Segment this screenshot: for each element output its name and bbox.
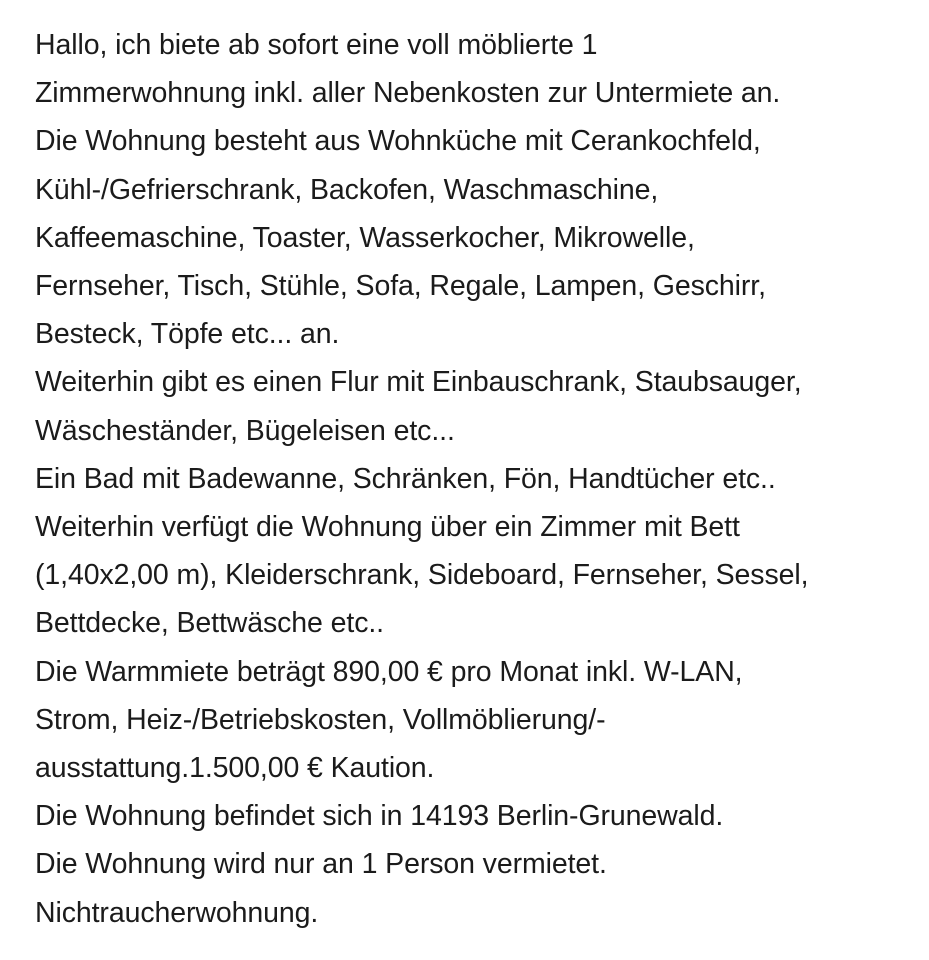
listing-line: Ein Bad mit Badewanne, Schränken, Fön, Handtücher etc.. bbox=[35, 462, 776, 495]
listing-line: Fernseher, Tisch, Stühle, Sofa, Regale, Lampen, Geschirr, bbox=[35, 270, 766, 303]
listing-line: ausstattung.1.500,00 € Kaution. bbox=[35, 752, 435, 785]
listing-line: Kaffeemaschine, Toaster, Wasserkocher, Mikrowelle, bbox=[35, 221, 695, 254]
listing-line: Besteck, Töpfe etc... an. bbox=[35, 318, 340, 351]
listing-line: Hallo, ich biete ab sofort eine voll möblierte 1 bbox=[35, 29, 598, 61]
listing-line: Weiterhin verfügt die Wohnung über ein Zimmer mit Bett bbox=[35, 511, 740, 544]
listing-line: Die Wohnung befindet sich in 14193 Berlin-Grunewald. bbox=[35, 800, 724, 833]
listing-line: Wäscheständer, Bügeleisen etc... bbox=[35, 414, 455, 447]
listing-line: (1,40x2,00 m), Kleiderschrank, Sideboard, Fernseher, Sessel, bbox=[35, 559, 809, 592]
listing-line: Nichtraucherwohnung. bbox=[35, 896, 319, 929]
listing-line: Weiterhin gibt es einen Flur mit Einbauschrank, Staubsauger, bbox=[35, 366, 802, 399]
listing-line: Die Wohnung wird nur an 1 Person vermietet. bbox=[35, 848, 607, 881]
listing-line: Die Wohnung besteht aus Wohnküche mit Cerankochfeld, bbox=[35, 125, 761, 158]
listing-line: Strom, Heiz-/Betriebskosten, Vollmöblierung/- bbox=[35, 703, 606, 736]
listing-description bbox=[35, 21, 915, 937]
listing-line: Zimmerwohnung inkl. aller Nebenkosten zur Untermiete an. bbox=[35, 77, 781, 110]
listing-line: Die Warmmiete beträgt 890,00 € pro Monat inkl. W-LAN, bbox=[35, 655, 743, 688]
listing-line: Bettdecke, Bettwäsche etc.. bbox=[35, 607, 384, 640]
listing-line: Kühl-/Gefrierschrank, Backofen, Waschmaschine, bbox=[35, 173, 659, 206]
